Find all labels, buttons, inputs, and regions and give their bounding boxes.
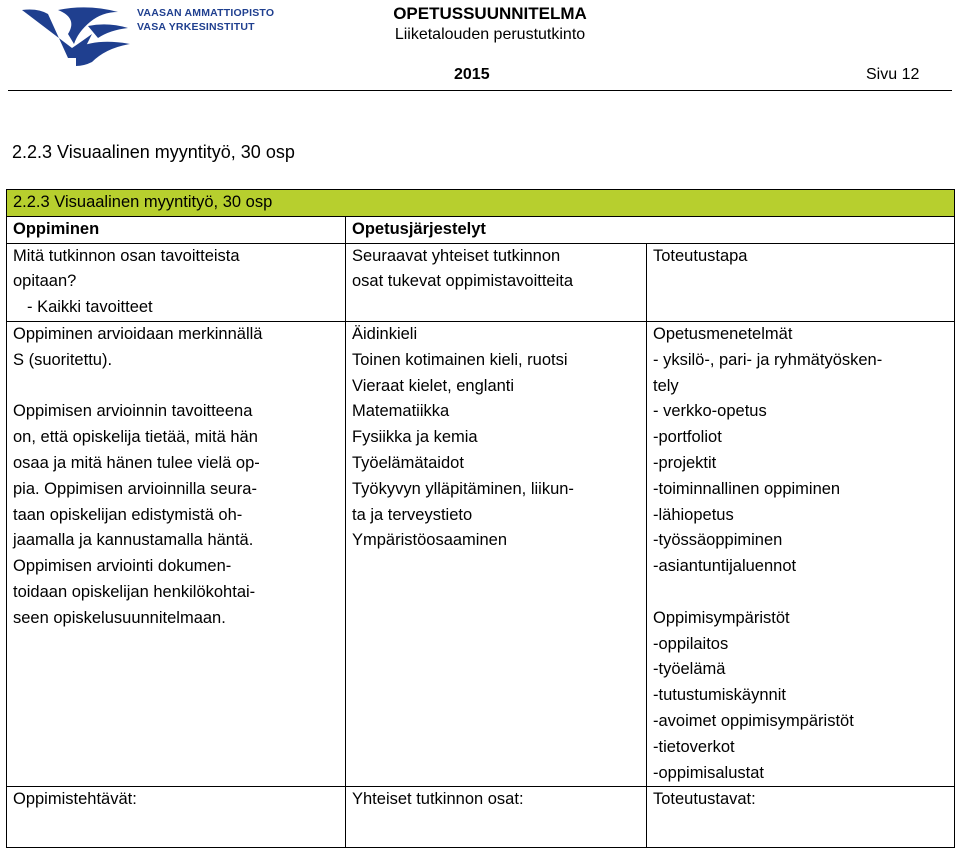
cell-line: -avoimet oppimisympäristöt xyxy=(653,711,854,730)
table-header-row xyxy=(7,216,955,243)
cell-line: -tutustumiskäynnit xyxy=(653,686,786,705)
cell-line: -työelämä xyxy=(653,660,726,679)
cell-line: Oppimisen arviointi dokumen- xyxy=(13,557,232,576)
objectives-cell xyxy=(7,243,346,321)
vamia-logo-icon xyxy=(18,4,136,70)
implementations-cell: Toteutustavat: xyxy=(647,787,955,848)
cell-line: ta ja terveystieto xyxy=(352,505,473,524)
cell-line: on, että opiskelija tietää, mitä hän xyxy=(13,428,258,447)
cell-line: Oppimisen arvioinnin tavoitteena xyxy=(13,402,253,421)
cell-line: -toiminnallinen oppiminen xyxy=(653,479,841,498)
header-divider xyxy=(8,90,952,91)
table-title-row xyxy=(7,190,955,217)
cell-line: - yksilö-, pari- ja ryhmätyösken- xyxy=(653,350,883,369)
table-title-cell: 2.2.3 Visuaalinen myyntityö, 30 osp xyxy=(7,190,955,217)
cell-line: Seuraavat yhteiset tutkinnon xyxy=(352,246,561,265)
cell-line: -tietoverkot xyxy=(653,737,735,756)
cell-line: seen opiskelusuunnitelmaan. xyxy=(13,608,226,627)
org-name-finnish: VAASAN AMMATTIOPISTO xyxy=(137,7,275,19)
cell-line: osaa ja mitä hänen tulee vielä op- xyxy=(13,453,260,472)
cell-line: - Kaikki tavoitteet xyxy=(27,298,153,317)
cell-line: Toinen kotimainen kieli, ruotsi xyxy=(352,350,568,369)
document-title: OPETUSSUUNNITELMA xyxy=(393,4,587,23)
common-units-cell xyxy=(346,321,647,786)
cell-line: pia. Oppimisen arvioinnilla seura- xyxy=(13,479,257,498)
cell-line: Oppimisympäristöt xyxy=(653,608,790,627)
table-row-assessment xyxy=(7,321,955,786)
section-heading: 2.2.3 Visuaalinen myyntityö, 30 osp xyxy=(12,142,295,162)
cell-line: toidaan opiskelijan henkilökohtai- xyxy=(13,582,256,601)
cell-line: Työelämätaidot xyxy=(352,453,464,472)
cell-line: Työkyvyn ylläpitäminen, liikun- xyxy=(352,479,574,498)
table-row-tasks xyxy=(7,787,955,848)
cell-line: taan opiskelijan edistymistä oh- xyxy=(13,505,243,524)
methods-cell xyxy=(647,321,955,786)
table-row-objectives xyxy=(7,243,955,321)
cell-line: osat tukevat oppimistavoitteita xyxy=(352,272,574,291)
curriculum-table xyxy=(6,189,955,848)
header-opetusjarjestelyt: Opetusjärjestelyt xyxy=(346,216,955,243)
page-number: Sivu 12 xyxy=(866,66,920,83)
cell-line: Opetusmenetelmät xyxy=(653,324,793,343)
cell-line: opitaan? xyxy=(13,272,77,291)
org-name-swedish: VASA YRKESINSTITUT xyxy=(137,21,255,33)
cell-line: Äidinkieli xyxy=(352,324,418,343)
header-oppiminen: Oppiminen xyxy=(7,216,346,243)
implementation-cell xyxy=(647,243,955,321)
cell-line: tely xyxy=(653,376,679,395)
cell-line: Matematiikka xyxy=(352,402,450,421)
blank-line xyxy=(653,580,948,606)
cell-line: -portfoliot xyxy=(653,428,722,447)
blank-line xyxy=(13,374,339,400)
cell-line: Fysiikka ja kemia xyxy=(352,428,478,447)
cell-line: jaamalla ja kannustamalla häntä. xyxy=(13,531,254,550)
cell-line: -lähiopetus xyxy=(653,505,734,524)
cell-line: -projektit xyxy=(653,453,717,472)
cell-line: - verkko-opetus xyxy=(653,402,767,421)
assessment-cell xyxy=(7,321,346,786)
cell-line: Toteutustapa xyxy=(653,246,748,265)
cell-line: -asiantuntijaluennot xyxy=(653,557,797,576)
cell-line: S (suoritettu). xyxy=(13,350,113,369)
organization-logo xyxy=(18,4,275,72)
document-subtitle: Liiketalouden perustutkinto xyxy=(394,26,586,43)
cell-line: -oppimisalustat xyxy=(653,763,764,782)
common-units-label-cell: Yhteiset tutkinnon osat: xyxy=(346,787,647,848)
cell-line: Mitä tutkinnon osan tavoitteista xyxy=(13,246,240,265)
document-year: 2015 xyxy=(454,66,490,83)
cell-line: -työssäoppiminen xyxy=(653,531,783,550)
cell-line: Oppiminen arvioidaan merkinnällä xyxy=(13,324,263,343)
tasks-cell: Oppimistehtävät: xyxy=(7,787,346,848)
cell-line: Vieraat kielet, englanti xyxy=(352,376,515,395)
cell-line: -oppilaitos xyxy=(653,634,729,653)
supporting-units-cell xyxy=(346,243,647,321)
cell-line: Ympäristöosaaminen xyxy=(352,531,507,550)
